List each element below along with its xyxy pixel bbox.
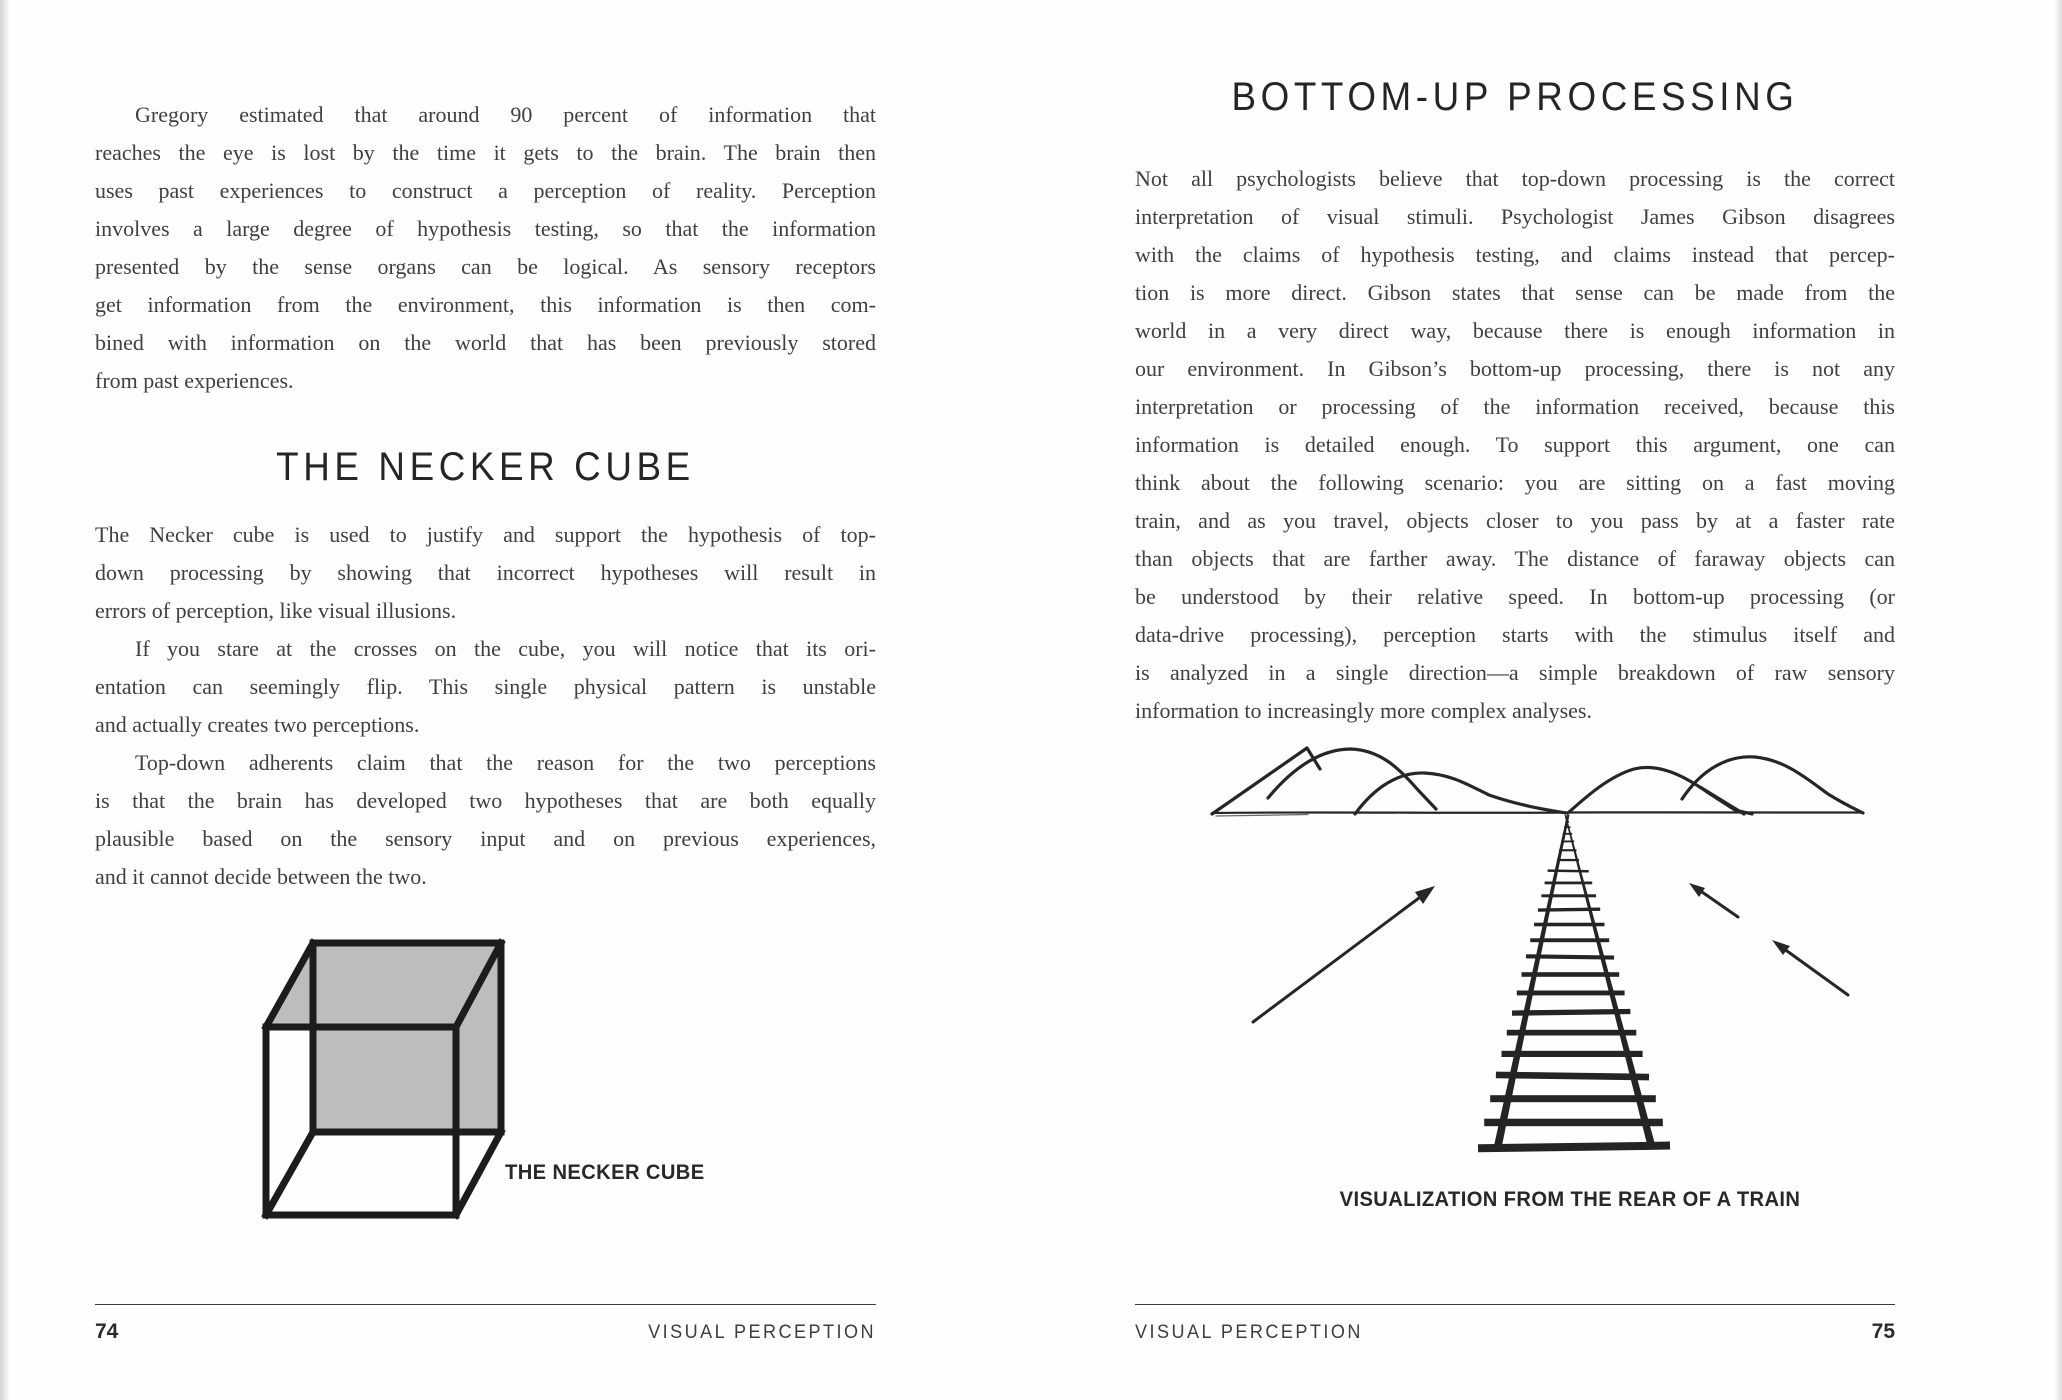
horizon-sketch-line: [1216, 815, 1308, 817]
mountain-slope-cross: [1700, 787, 1744, 814]
track-tie: [1502, 1051, 1643, 1057]
track-tie: [1545, 882, 1593, 885]
cube-edge-bottom-left: [266, 1132, 313, 1215]
left-page-number: 74: [95, 1320, 119, 1343]
text-line: errors of perception, like visual illusions.: [95, 598, 457, 623]
text-line: If you stare at the crosses on the cube, you will notice that its ori-: [135, 636, 876, 661]
section-heading-necker-cube: THE NECKER CUBE: [276, 445, 695, 489]
text-line: entation can seemingly flip. This single physical pattern is unstable: [95, 674, 876, 699]
text-line: with the claims of hypothesis testing, and claims instead that percep-: [1135, 242, 1895, 267]
text-line: get information from the environment, this information is then com-: [95, 292, 876, 317]
paragraph: [95, 96, 876, 400]
horizon-line: [1212, 812, 1863, 813]
left-intro-text: [95, 96, 876, 400]
motion-arrow-right-1-head: [1689, 883, 1705, 897]
text-line: information is detailed enough. To support this argument, one can: [1135, 432, 1895, 457]
text-line: think about the following scenario: you are sitting on a fast moving: [1135, 470, 1895, 495]
motion-arrow-left-shaft: [1253, 898, 1419, 1022]
mountain-range: [1212, 748, 1863, 814]
track-tie: [1507, 1030, 1637, 1036]
left-section-text: [95, 516, 876, 896]
mountain-peak-1: [1212, 748, 1320, 814]
text-line: Not all psychologists believe that top-down processing is the correct: [1135, 166, 1895, 191]
track-tie: [1484, 1119, 1663, 1127]
text-line: down processing by showing that incorrect hypotheses will result in: [95, 560, 876, 585]
text-line: be understood by their relative speed. In bottom-up processing (or: [1135, 584, 1895, 609]
text-line: is that the brain has developed two hypotheses that are both equally: [95, 788, 876, 813]
mountain-peak-5: [1682, 757, 1863, 813]
cube-back-face: [313, 943, 501, 1132]
text-line: reaches the eye is lost by the time it gets to the brain. The brain then: [95, 140, 876, 165]
text-line: Top-down adherents claim that the reason for the two perceptions: [135, 750, 876, 775]
text-line: involves a large degree of hypothesis testing, so that the information: [95, 216, 876, 241]
mountain-peak-4: [1568, 767, 1752, 814]
left-footer-rule: [95, 1304, 876, 1305]
text-line: world in a very direct way, because there is enough information in: [1135, 318, 1895, 343]
mountain-peak-3: [1355, 773, 1566, 814]
motion-arrow-right-1-shaft: [1702, 892, 1738, 917]
right-footer-rule: [1135, 1304, 1895, 1305]
text-line: data-drive processing), perception starts with the stimulus itself and: [1135, 622, 1895, 647]
text-line: is analyzed in a single direction—a simple breakdown of raw sensory: [1135, 660, 1895, 685]
motion-arrow-right-2-shaft: [1787, 951, 1848, 995]
paragraph: [95, 744, 876, 896]
text-line: The Necker cube is used to justify and support the hypothesis of top-: [95, 522, 876, 547]
text-line: interpretation of visual stimuli. Psychologist James Gibson disagrees: [1135, 204, 1895, 229]
paragraph: [1135, 160, 1895, 730]
text-line: our environment. In Gibson’s bottom-up processing, there is not any: [1135, 356, 1895, 381]
text-line: than objects that are farther away. The distance of faraway objects can: [1135, 546, 1895, 571]
page-scan-edge-left: [0, 0, 10, 1400]
text-line: from past experiences.: [95, 368, 294, 393]
track-tie: [1548, 869, 1589, 872]
text-line: presented by the sense organs can be logical. As sensory receptors: [95, 254, 876, 279]
paragraph: [95, 516, 876, 630]
text-line: and it cannot decide between the two.: [95, 864, 427, 889]
cube-edge-bottom-right: [456, 1132, 501, 1215]
text-line: Gregory estimated that around 90 percent of information that: [135, 102, 876, 127]
train-illustration-caption: VISUALIZATION FROM THE REAR OF A TRAIN: [1339, 1188, 1801, 1211]
track-tie: [1478, 1142, 1670, 1153]
text-line: uses past experiences to construct a perception of reality. Perception: [95, 178, 876, 203]
text-line: bined with information on the world that has been previously stored: [95, 330, 876, 355]
page-scan-edge-right: [2054, 0, 2062, 1400]
train-perspective-illustration: [1140, 735, 1900, 1165]
track-tie: [1490, 1095, 1656, 1102]
left-running-title: VISUAL PERCEPTION: [648, 1322, 876, 1343]
section-heading-bottom-up-processing: BOTTOM-UP PROCESSING: [1231, 75, 1799, 119]
right-running-title: VISUAL PERCEPTION: [1135, 1322, 1363, 1343]
left-page-text-column: [95, 96, 876, 896]
right-page-text-column: [1135, 160, 1895, 730]
track-tie: [1512, 1009, 1630, 1016]
text-line: train, and as you travel, objects closer to you pass by at a faster rate: [1135, 508, 1895, 533]
necker-cube-illustration: [256, 933, 512, 1229]
track-tie: [1496, 1072, 1649, 1081]
text-line: tion is more direct. Gibson states that sense can be made from the: [1135, 280, 1895, 305]
paragraph: [95, 630, 876, 744]
text-line: information to increasingly more complex analyses.: [1135, 698, 1592, 723]
arrowheads: [1415, 883, 1790, 955]
necker-cube-caption: THE NECKER CUBE: [505, 1161, 705, 1184]
text-line: plausible based on the sensory input and on previous experiences,: [95, 826, 876, 851]
text-line: interpretation or processing of the information received, because this: [1135, 394, 1895, 419]
motion-arrow-left-head: [1415, 886, 1435, 904]
right-page-number: 75: [1871, 1320, 1895, 1343]
text-line: and actually creates two perceptions.: [95, 712, 420, 737]
